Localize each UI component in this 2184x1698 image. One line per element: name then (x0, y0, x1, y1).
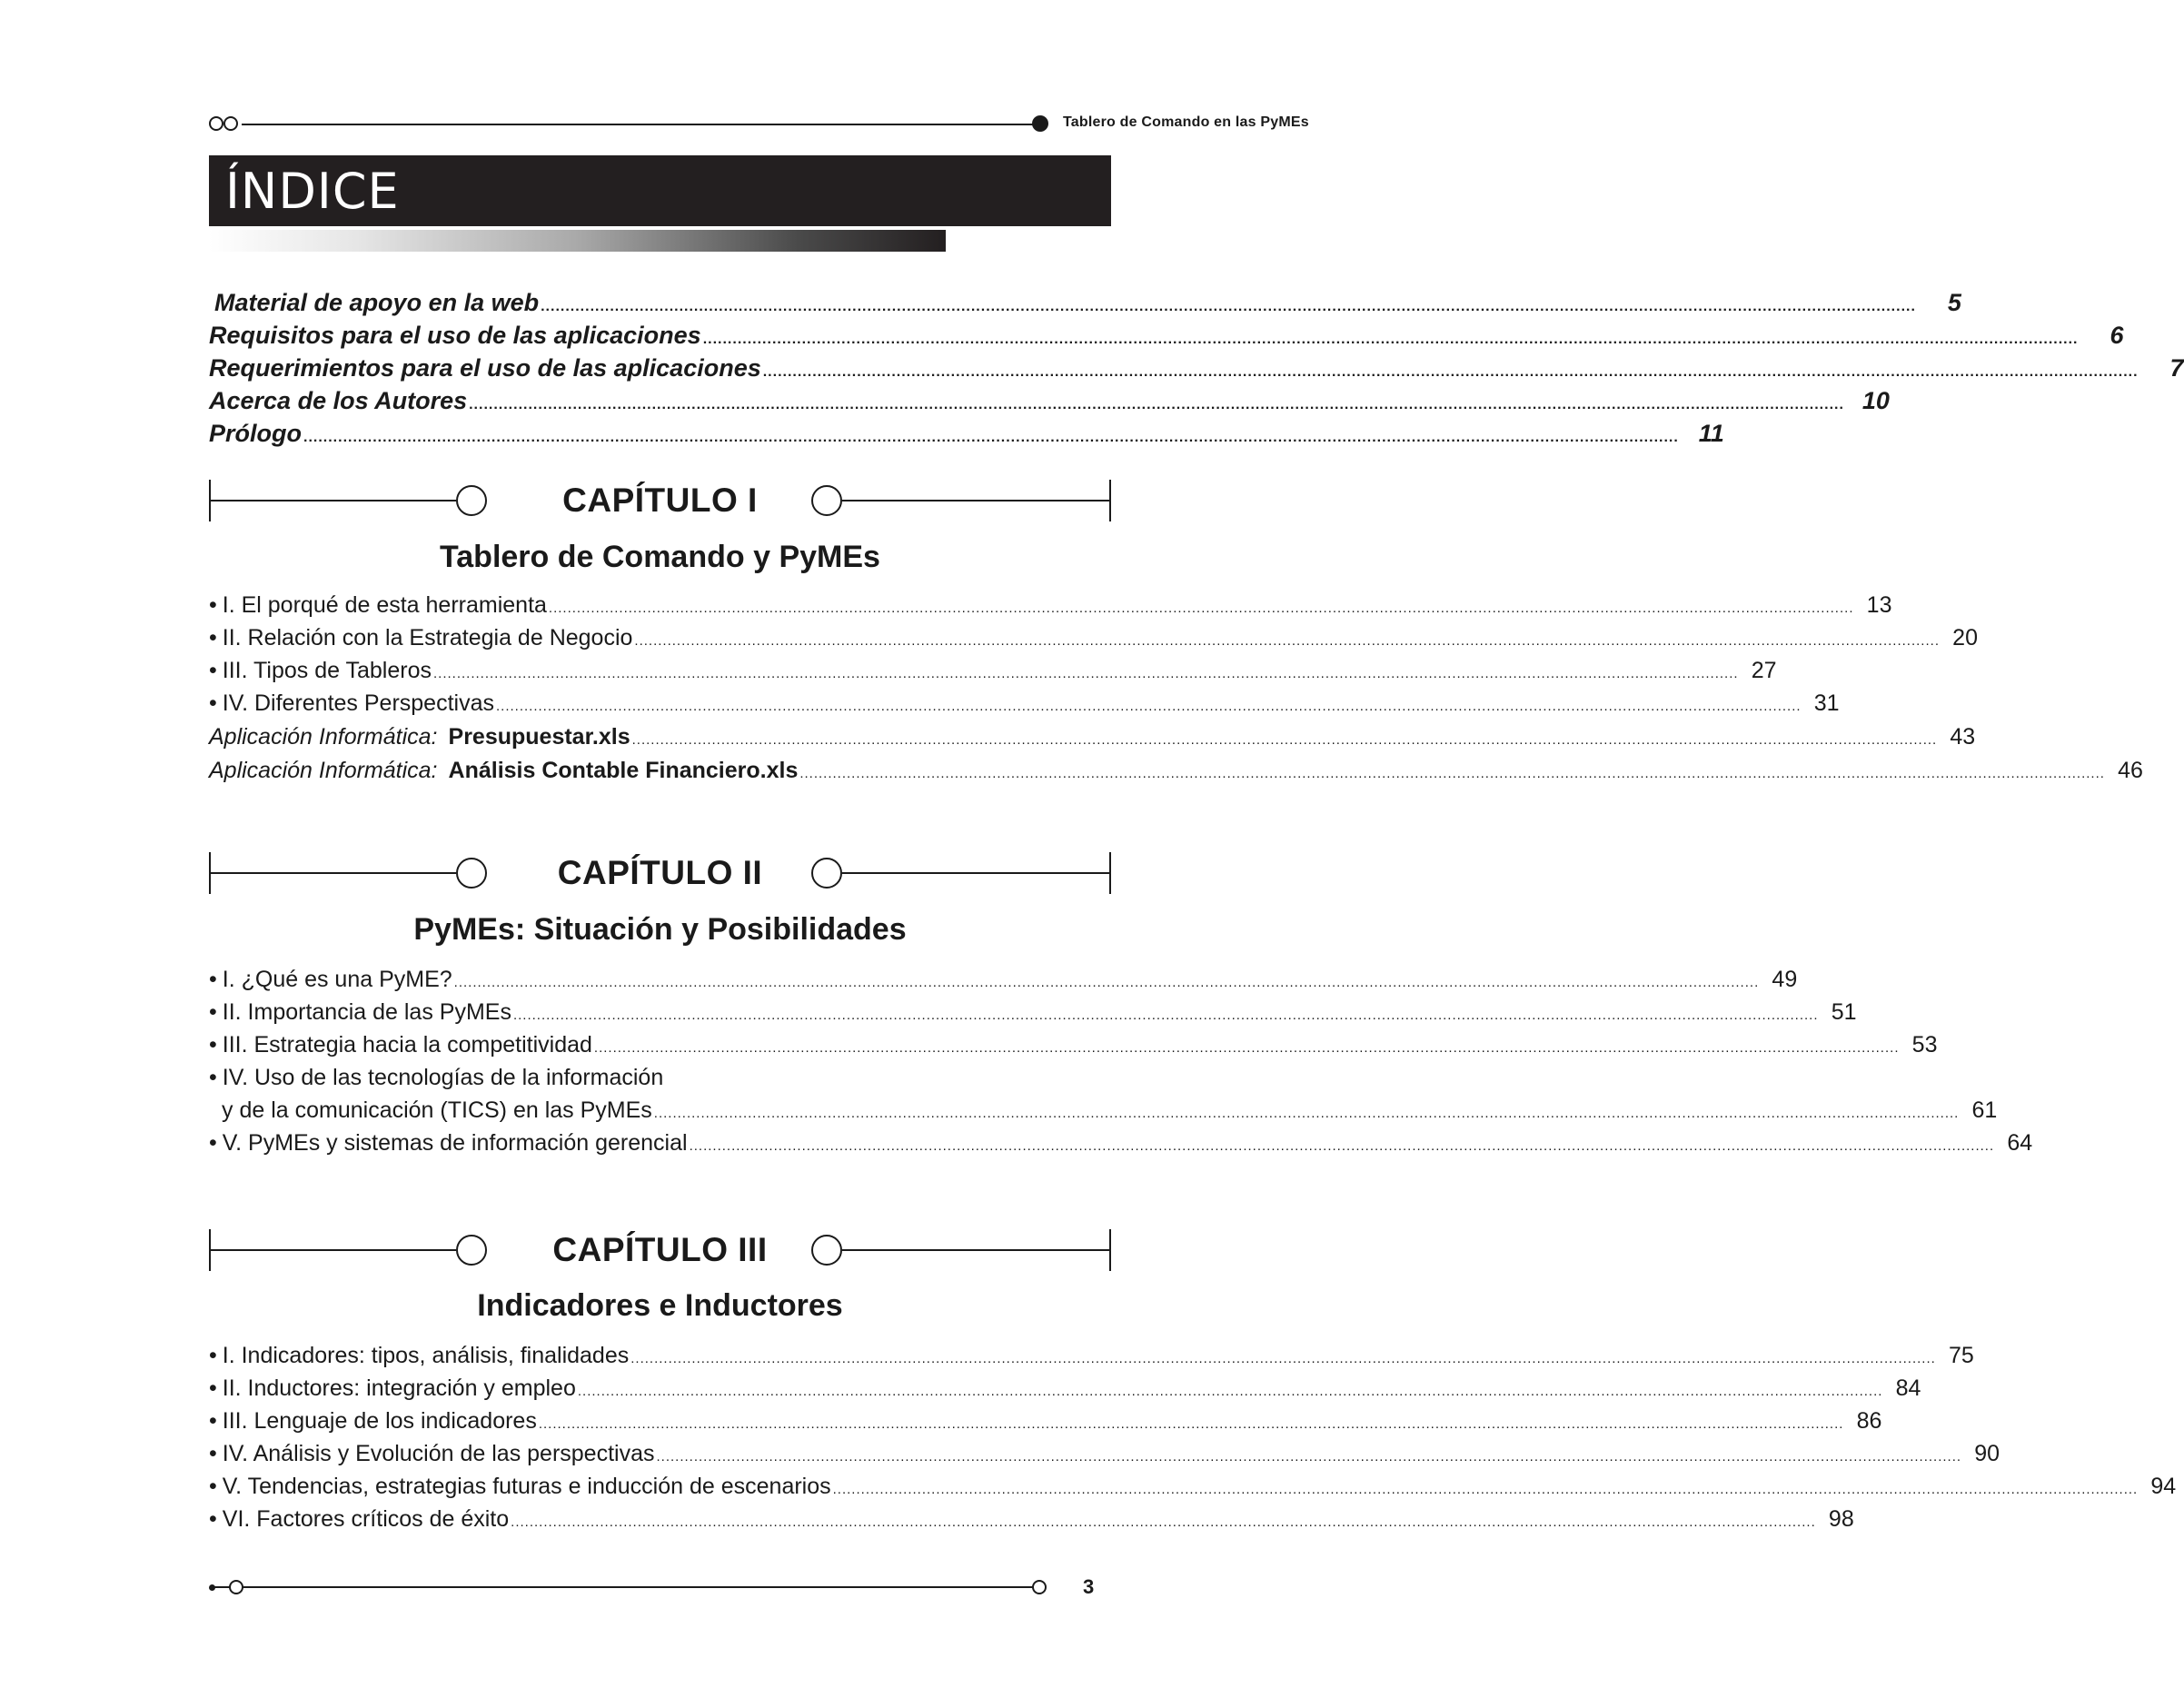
chapter-separator (209, 480, 1111, 521)
dot-leader (511, 1514, 1816, 1530)
toc-entry-page: 5 (1947, 289, 1961, 316)
bullet-icon: • (209, 1474, 217, 1499)
toc-entry-label: I. ¿Qué es una PyME? (222, 967, 452, 992)
toc-entry-label: I. El porqué de esta herramienta (222, 592, 547, 618)
dot-leader (763, 364, 2139, 381)
toc-entry-label: IV. Análisis y Evolución de las perspectivas (222, 1441, 655, 1466)
toc-entry-page: 64 (2007, 1130, 2033, 1156)
dot-leader (799, 766, 2105, 781)
toc-entry-page: 51 (1831, 999, 1857, 1025)
bullet-icon: • (209, 592, 217, 618)
dot-leader (657, 1449, 1962, 1465)
page-number: 3 (1083, 1575, 1095, 1598)
dot-leader (578, 1384, 1883, 1399)
dot-leader (690, 1138, 1995, 1154)
running-header (209, 113, 1309, 134)
toc-entry-label: Requisitos para el uso de las aplicaciones (209, 322, 701, 349)
bullet-icon: • (209, 967, 217, 992)
toc-entry-label: V. Tendencias, estrategias futuras e inducción de escenarios (222, 1474, 831, 1499)
toc-entry[interactable] (209, 625, 1978, 651)
dot-leader (303, 430, 1679, 446)
bullet-icon: • (209, 658, 217, 683)
toc-entry-label: y de la comunicación (TICS) en las PyMEs (222, 1097, 652, 1123)
toc-entry[interactable] (209, 322, 2124, 350)
toc-entry-page: 6 (2110, 322, 2124, 349)
toc-entry-application[interactable] (209, 758, 2143, 784)
dot-leader (833, 1482, 2139, 1497)
toc-entry[interactable] (209, 592, 1892, 619)
toc-entry-application[interactable] (209, 724, 1976, 750)
toc-entry-label: III. Tipos de Tableros (222, 658, 432, 683)
toc-entry[interactable] (209, 387, 1890, 415)
toc-entry[interactable] (209, 1130, 2033, 1157)
bullet-icon: • (209, 625, 217, 650)
toc-entry[interactable] (209, 1408, 1882, 1435)
dot-leader (654, 1106, 1960, 1121)
header-ring-icon (223, 116, 238, 131)
toc-entry-page: 13 (1866, 592, 1892, 618)
toc-entry-label: I. Indicadores: tipos, análisis, finalidades (222, 1343, 630, 1368)
toc-entry-page: 53 (1911, 1032, 1938, 1058)
bullet-icon: • (209, 1343, 217, 1368)
dot-leader (632, 732, 1938, 748)
dot-leader (454, 975, 1760, 990)
chapter-title: Indicadores e Inductores (477, 1288, 843, 1323)
toc-entry-page: 90 (1974, 1441, 2000, 1466)
header-ring-icon (209, 116, 223, 131)
toc-entry[interactable] (209, 690, 1840, 717)
dot-leader (703, 332, 2079, 348)
toc-entry[interactable] (209, 1032, 1938, 1058)
bullet-icon: • (209, 1032, 217, 1058)
header-dot-icon (1032, 115, 1048, 132)
toc-entry-label: VI. Factores críticos de éxito (222, 1506, 510, 1532)
toc-entry[interactable] (209, 289, 1961, 317)
chapter-title: Tablero de Comando y PyMEs (440, 540, 880, 574)
toc-entry[interactable] (209, 1506, 1854, 1533)
toc-entry-label: V. PyMEs y sistemas de información gerencial (222, 1130, 688, 1156)
bullet-icon: • (209, 1506, 217, 1532)
toc-entry-page: 27 (1751, 658, 1777, 683)
toc-entry-label: IV. Diferentes Perspectivas (222, 690, 494, 716)
toc-entry-label: II. Relación con la Estrategia de Negocio (222, 625, 633, 650)
toc-entry-continuation[interactable] (222, 1097, 1998, 1124)
dot-leader (630, 1351, 1936, 1366)
toc-entry[interactable] (209, 967, 1798, 993)
index-banner (209, 155, 1111, 226)
toc-entry-page: 20 (1952, 625, 1978, 650)
footer-ring-icon (229, 1580, 243, 1594)
bullet-icon: • (209, 999, 217, 1025)
bullet-icon: • (209, 1408, 217, 1434)
toc-entry-label: IV. Uso de las tecnologías de la información (222, 1065, 664, 1090)
chapter-number: CAPÍTULO II (557, 854, 763, 891)
toc-entry[interactable] (209, 1474, 2177, 1500)
application-file: Análisis Contable Financiero.xls (448, 758, 799, 783)
toc-entry-label: Acerca de los Autores (209, 387, 468, 414)
gradient-bar (209, 230, 946, 252)
application-file: Presupuestar.xls (448, 724, 630, 750)
dot-leader (513, 1008, 1819, 1023)
toc-entry-page: 86 (1856, 1408, 1882, 1434)
dot-leader (594, 1040, 1900, 1056)
page-footer (209, 1575, 1111, 1599)
toc-entry-page: 49 (1772, 967, 1798, 992)
toc-entry-page: 75 (1949, 1343, 1974, 1368)
toc-entry-label: III. Estrategia hacia la competitividad (222, 1032, 592, 1058)
toc-entry[interactable] (209, 420, 1724, 448)
chapter-number: CAPÍTULO III (552, 1231, 768, 1268)
toc-entry-page: 84 (1895, 1375, 1921, 1401)
toc-entry-label: II. Inductores: integración y empleo (222, 1375, 576, 1401)
dot-leader (549, 601, 1854, 616)
chapter-number: CAPÍTULO I (562, 482, 758, 519)
toc-entry-page: 11 (1698, 420, 1724, 447)
toc-entry-label: II. Importancia de las PyMEs (222, 999, 511, 1025)
toc-entry[interactable] (209, 658, 1777, 684)
toc-entry[interactable] (209, 1343, 1974, 1369)
dot-leader (469, 397, 1844, 413)
footer-rule (214, 1586, 1037, 1588)
dot-leader (433, 666, 1739, 681)
toc-entry-page: 43 (1950, 724, 1976, 750)
toc-entry-page: 61 (1971, 1097, 1998, 1123)
bullet-icon: • (209, 1375, 217, 1401)
toc-entry-label: III. Lenguaje de los indicadores (222, 1408, 537, 1434)
bullet-icon: • (209, 1130, 217, 1156)
toc-entry-page: 46 (2118, 758, 2143, 783)
toc-entry-first-line[interactable] (209, 1065, 663, 1091)
dot-leader (539, 1416, 1844, 1432)
dot-leader (541, 299, 1916, 315)
toc-entry-page: 31 (1813, 690, 1840, 716)
toc-entry-page: 7 (2169, 354, 2184, 382)
chapter-separator (209, 852, 1111, 894)
toc-entry-label: Requerimientos para el uso de las aplicaciones (209, 354, 761, 382)
toc-entry-page: 98 (1828, 1506, 1854, 1532)
toc-entry-label: Material de apoyo en la web (214, 289, 540, 316)
chapter-title: PyMEs: Situación y Posibilidades (413, 912, 907, 947)
dot-leader (496, 699, 1802, 714)
footer-dot-icon (209, 1584, 215, 1591)
toc-entry[interactable] (209, 999, 1857, 1026)
application-prefix: Aplicación Informática: (209, 758, 438, 783)
bullet-icon: • (209, 690, 217, 716)
chapter-separator (209, 1229, 1111, 1271)
toc-entry[interactable] (209, 1375, 1921, 1402)
toc-entry-page: 10 (1861, 387, 1890, 414)
running-title: Tablero de Comando en las PyMEs (1063, 114, 1309, 130)
bullet-icon: • (209, 1441, 217, 1466)
toc-entry-label: Prólogo (209, 420, 302, 447)
bullet-icon: • (209, 1065, 217, 1090)
application-prefix: Aplicación Informática: (209, 724, 438, 750)
page-title: ÍNDICE (225, 163, 400, 220)
footer-ring-icon (1032, 1580, 1047, 1594)
dot-leader (634, 633, 1940, 649)
toc-entry-page: 94 (2150, 1474, 2177, 1499)
toc-entry[interactable] (209, 1441, 2000, 1467)
toc-entry[interactable] (209, 354, 2184, 382)
header-rule (242, 124, 1041, 125)
